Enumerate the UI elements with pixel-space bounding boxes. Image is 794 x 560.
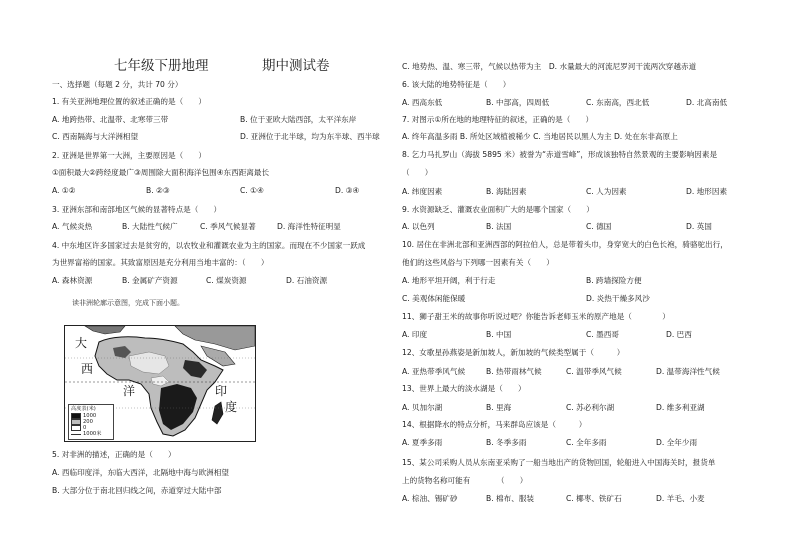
q8-option-d: D. 地形因素 [686, 187, 728, 196]
q1-option-c: C. 西南隔海与大洋洲相望 [52, 132, 139, 141]
question-13: 13、世界上最大的淡水湖是（ ） [402, 384, 526, 393]
question-1: 1. 有关亚洲地理位置的叙述正确的是（ ） [52, 97, 206, 106]
q2-option-c: C. ①④ [240, 186, 264, 195]
q6-option-b: B. 中部高，四周低 [486, 98, 550, 107]
question-10-line-1: 10. 居住在非洲北部和亚洲西部的阿拉伯人，总是带着头巾，身穿宽大的白色长袍，骑骆驼出行， [402, 240, 728, 249]
exam-title-right: 期中测试卷 [262, 58, 330, 74]
q12-option-c: C. 温带季风气候 [566, 367, 622, 376]
q1-option-b: B. 位于亚欧大陆西部，太平洋东岸 [240, 115, 357, 124]
legend-swatch-low [71, 425, 81, 431]
map-label-xi: 西 [81, 362, 94, 376]
q15-option-d: D. 羊毛、小麦 [656, 494, 705, 503]
q13-option-d: D. 维多利亚湖 [656, 403, 705, 412]
legend-label-low: 0 [83, 425, 87, 431]
q15-option-a: A. 棕油、锡矿砂 [402, 494, 458, 503]
q7-options: A. 终年高温多雨 B. 所处区域植被稀少 C. 当地居民以黑人为主 D. 处在东非高原上 [402, 132, 678, 141]
q1-option-a: A. 地跨热带、北温带、北寒带三带 [52, 115, 169, 124]
q4-option-b: B. 金属矿产资源 [122, 276, 178, 285]
map-label-yin: 印 [215, 384, 228, 398]
q5-option-c-d: C. 地势热、温、寒三带，气候以热带为主 D. 水量最大的河流尼罗河干流两次穿越赤道 [402, 62, 697, 71]
q5-option-b: B. 大部分位于南北回归线之间，赤道穿过大陆中部 [52, 486, 222, 495]
question-11: 11、狮子甜王米的故事你听说过吧？你能告诉老师玉米的原产地是（ ） [402, 312, 670, 321]
q14-option-d: D. 全年少雨 [656, 438, 698, 447]
q15-option-c: C. 椰枣、铁矿石 [566, 494, 622, 503]
q9-option-b: B. 法国 [486, 222, 512, 231]
q8-option-b: B. 海陆因素 [486, 187, 527, 196]
q1-option-d: D. 亚洲位于北半球，均为东半球、西半球 [240, 132, 380, 141]
q11-option-b: B. 中国 [486, 330, 512, 339]
q2-option-b: B. ②③ [146, 186, 170, 195]
map-label-da: 大 [75, 336, 88, 350]
q3-option-d: D. 海洋性特征明显 [277, 222, 341, 231]
q2-option-a: A. ①② [52, 186, 76, 195]
legend-label-mid: 200 [83, 419, 93, 425]
q14-option-a: A. 夏季多雨 [402, 438, 443, 447]
q11-option-d: D. 巴西 [666, 330, 692, 339]
question-6: 6. 该大陆的地势特征是（ ） [402, 80, 511, 89]
scale-bar [71, 434, 81, 435]
q10-option-a: A. 地形平坦开阔，利于行走 [402, 276, 496, 285]
legend-label-high: 1000 [83, 413, 97, 419]
q4-option-c: C. 煤炭资源 [206, 276, 247, 285]
q3-option-c: C. 季风气候显著 [200, 222, 256, 231]
q4-option-d: D. 石油资源 [286, 276, 328, 285]
q3-option-b: B. 大陆性气候广 [122, 222, 178, 231]
map-label-du: 度 [225, 400, 238, 414]
q13-option-c: C. 苏必利尔湖 [566, 403, 615, 412]
q14-option-b: B. 冬季多雨 [486, 438, 527, 447]
legend-scale [71, 431, 113, 437]
q9-option-a: A. 以色列 [402, 222, 435, 231]
question-9: 9. 水资源缺乏、灌溉农业面积广大的是哪个国家（ ） [402, 205, 594, 214]
q13-option-a: A. 贝加尔湖 [402, 403, 443, 412]
question-15-line-2: 上的货物名称可能有 （ ） [402, 476, 528, 485]
africa-map [64, 325, 256, 442]
question-3: 3. 亚洲东部和南部地区气候的显著特点是（ ） [52, 205, 222, 214]
q6-option-c: C. 东南高，西北低 [586, 98, 650, 107]
question-4-line-2: 为世界富裕的国家。其致富原因是充分利用当地丰富的：（ ） [52, 258, 269, 267]
q8-option-c: C. 人为因素 [586, 187, 627, 196]
map-label-yang: 洋 [123, 384, 136, 398]
q4-option-a: A. 森林资源 [52, 276, 93, 285]
q12-option-b: B. 热带雨林气候 [486, 367, 542, 376]
question-10-line-2: 他们的这些风俗与下列哪一因素有关（ ） [402, 258, 554, 267]
legend-title: 高度表(米) [71, 406, 96, 412]
question-8-line-1: 8. 乞力马扎罗山（海拔 5895 米）被誉为“赤道雪峰”，形成该独特自然景观的主要影响因素是 [402, 150, 718, 159]
q11-option-c: C. 墨西哥 [586, 330, 619, 339]
q9-option-d: D. 英国 [686, 222, 712, 231]
question-14: 14、根据降水的特点分析，马来群岛应该是（ ） [402, 420, 587, 429]
q12-option-a: A. 亚热带季风气候 [402, 367, 466, 376]
q13-option-b: B. 里海 [486, 403, 512, 412]
q11-option-a: A. 印度 [402, 330, 428, 339]
section-heading: 一、选择题（每题 2 分，共计 70 分） [52, 80, 183, 89]
q3-option-a: A. 气候炎热 [52, 222, 93, 231]
question-7: 7. 对图示①所在地的地理特征的叙述，正确的是（ ） [402, 115, 594, 124]
q5-option-a: A. 西临印度洋，东临大西洋，北隔地中海与欧洲相望 [52, 468, 229, 477]
q2-statements: ①面积最大②跨经度最广③周围除大面积海洋包围④东西距离最长 [52, 168, 270, 177]
q6-option-a: A. 西高东低 [402, 98, 443, 107]
question-4-line-1: 4. 中东地区许多国家过去是贫穷的，以农牧业和灌溉农业为主的国家。而现在不少国家一跃成 [52, 241, 366, 250]
q9-option-c: C. 德国 [586, 222, 612, 231]
map-caption: 读非洲轮廓示意图，完成下面小题。 [72, 299, 184, 307]
q8-option-a: A. 纬度因素 [402, 187, 443, 196]
q2-option-d: D. ③④ [335, 186, 360, 195]
q6-option-d: D. 北高南低 [686, 98, 728, 107]
q15-option-b: B. 棉布、服装 [486, 494, 535, 503]
question-2: 2. 亚洲是世界第一大洲，主要原因是（ ） [52, 151, 206, 160]
question-12: 12、女歌星孙燕姿是新加坡人，新加坡的气候类型属于（ ） [402, 348, 625, 357]
question-8-line-2: （ ） [402, 168, 433, 177]
q10-option-c: C. 美观体闲能保暖 [402, 294, 466, 303]
question-15-line-1: 15、某公司采购人员从东南亚采购了一船当地出产的货物回国，轮船进入中国海关时，报货单 [402, 458, 716, 467]
q10-option-b: B. 跨墙探险方便 [586, 276, 642, 285]
q10-option-d: D. 炎热干燥多风沙 [586, 294, 650, 303]
elevation-legend [68, 404, 114, 440]
q12-option-d: D. 温带海洋性气候 [656, 367, 720, 376]
legend-scale-label: 1000米 [83, 431, 102, 437]
exam-title-left: 七年级下册地理 [114, 58, 209, 74]
q14-option-c: C. 全年多雨 [566, 438, 607, 447]
question-5: 5. 对非洲的描述，正确的是（ ） [52, 450, 176, 459]
